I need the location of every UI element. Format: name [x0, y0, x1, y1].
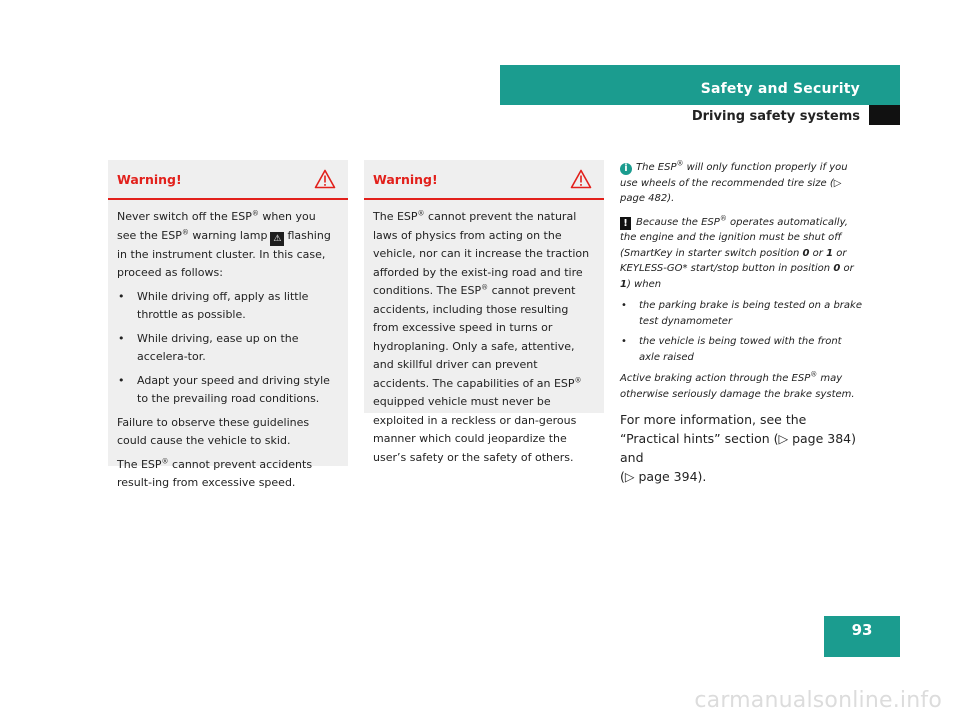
watermark: carmanualsonline.info [694, 688, 942, 713]
header-marker [869, 105, 900, 125]
list-item: • the parking brake is being tested on a brake test dynamometer [620, 298, 865, 329]
more-info-text: For more information, see the “Practical hints” section (▷ page 384) and (▷ page 394). [620, 412, 857, 484]
warning-box-2-header [364, 160, 604, 200]
list-item: • While driving off, apply as little throttle as possible. [117, 288, 338, 325]
warning-box-1 [108, 160, 348, 489]
warning-1-paragraph: Never switch off the ESP® when you see the ESP® warning lamp ⚠ flashing in the instrument cluster. In this case, proceed as follows: [117, 209, 331, 279]
warning-box-2 [364, 160, 604, 464]
warning-1-bullets [117, 288, 338, 409]
warning-triangle-icon [570, 169, 592, 196]
notes-column [620, 160, 865, 486]
brake-damage-note: Active braking action through the ESP® may otherwise seriously damage the brake system. [620, 370, 855, 400]
page-number-box [824, 616, 900, 657]
warning-triangle-icon [314, 169, 336, 196]
section-title: Safety and Security [700, 81, 860, 97]
esp-warning-lamp-icon: ⚠ [270, 232, 284, 246]
list-item: • While driving, ease up on the accelera-tor. [117, 330, 338, 367]
exclamation-icon: ! [620, 217, 631, 230]
warning-box-1-header [108, 160, 348, 200]
warning-title: Warning! [373, 172, 438, 187]
warning-2-paragraph: The ESP® cannot prevent the natural laws of physics from acting on the vehicle, nor can it increase the traction afforded by the exist-ing road and tire conditions. The ESP® cannot prevent accidents, including those resulting from excessive speed in turns or hydroplaning. Only a safe, attentive, and skillful driver can prevent accidents. The capabilities of an ESP® equipped vehicle must never be exploited in a reckless or dan-gerous manner which could jeopardize the user’s safety or the safety of others. [373, 209, 590, 464]
info-note: i The ESP® will only function properly if you use wheels of the recommended tire size (▷ page 482). [620, 159, 848, 204]
page-ref-arrow-icon: ▷ [778, 431, 789, 446]
info-icon: i [620, 163, 632, 175]
warning-box-2-body [364, 200, 604, 480]
warning-title: Warning! [117, 172, 182, 187]
page-number: 93 [851, 621, 873, 639]
warning-box-1-body [108, 200, 348, 506]
list-item: • Adapt your speed and driving style to the prevailing road conditions. [117, 372, 338, 409]
warning-1-speed-text: The ESP® cannot prevent accidents result-ing from excessive speed. [117, 456, 313, 489]
caution-note: ! Because the ESP® operates automatically, the engine and the ignition must be shut off (SmartKey in starter switch position 0 or 1 or KEYLESS-GO* start/stop button in position 0 or 1) when [620, 214, 854, 290]
page-ref-arrow-icon: ▷ [624, 469, 635, 484]
header-band [500, 65, 900, 105]
list-item: • the vehicle is being towed with the front axle raised [620, 334, 865, 365]
page-ref-arrow-icon: ▷ [833, 177, 842, 189]
subsection-title: Driving safety systems [691, 109, 860, 124]
warning-1-skid-text: Failure to observe these guidelines could cause the vehicle to skid. [117, 415, 310, 447]
caution-bullets [620, 298, 865, 365]
